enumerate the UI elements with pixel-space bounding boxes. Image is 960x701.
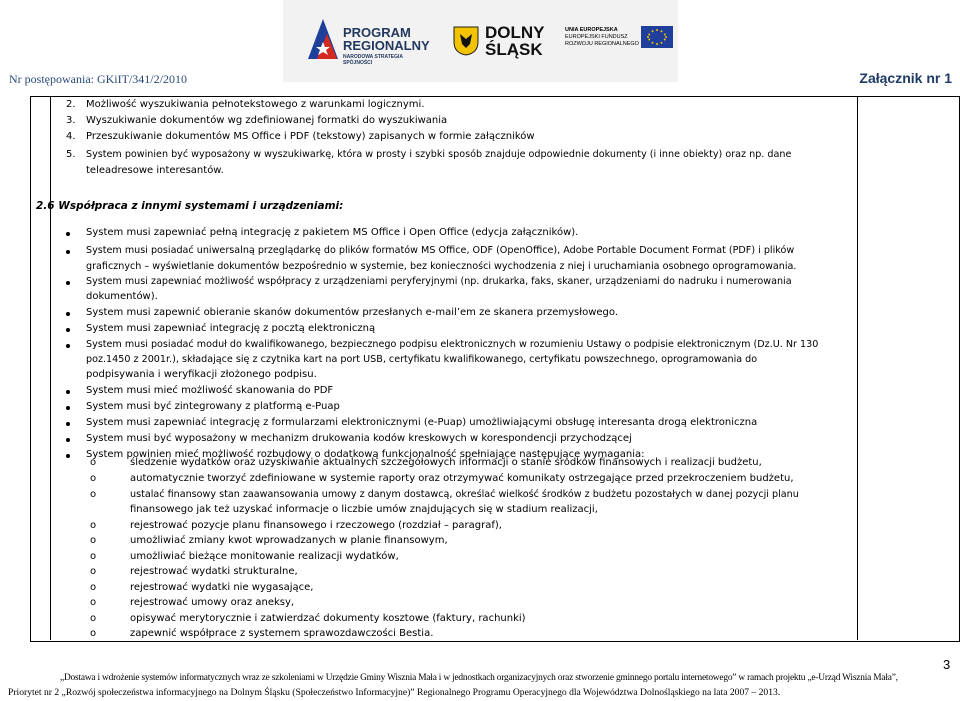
sub-item-marker: o [90,457,97,468]
sub-item-marker: o [90,520,97,531]
bullet-item: System musi być zintegrowany z platformą e-Puap [86,401,340,412]
ue-label-1: UNIA EUROPEJSKA [565,27,618,33]
bullet-item: System musi być wyposażony w mechanizm drukowania kodów kreskowych w korespondencji przychodzącej [86,433,632,444]
program-label: PROGRAM [343,25,411,40]
sub-item-marker: o [90,597,97,608]
eu-flag-icon [641,26,673,48]
sub-item: rejestrować pozycje planu finansowego i rzeczowego (rozdział – paragraf), [130,520,502,531]
list-number: 2. [66,99,76,110]
strategia-label: NARODOWA STRATEGIA SPÓJNOŚCI [343,54,403,66]
bullet-item: System musi zapewniać integrację z formularzami elektronicznymi (e-Puap) umożliwiającymi obsługę interesanta drogą elektroniczna [86,417,758,428]
sub-item-marker: o [90,566,97,577]
star-flag-icon [303,14,343,64]
page-number: 3 [943,657,951,672]
dolny-label: DOLNY [485,23,545,42]
bullet-item-continuation: podpisywania i weryfikacji złożonego podpisu. [86,369,317,380]
eagle-shield-icon [453,26,479,56]
bullet-item: System powinien mieć możliwość rozbudowy o dodatkową funkcjonalność spełniające następujące wymagania: [86,449,645,460]
bullet-icon [66,281,70,285]
sub-item-marker: o [90,535,97,546]
section-heading: 2.6 Współpraca z innymi systemami i urządzeniami: [36,200,344,212]
sub-item: rejestrować umowy oraz aneksy, [130,597,295,608]
left-column-divider [50,96,51,640]
sub-item: zapewnić współprace z systemem sprawozdawczości Bestia. [130,628,434,639]
bullet-item: System musi posiadać uniwersalną przeglądarkę do plików formatów MS Office, ODF (OpenOffice), Adobe Portable Document Format (PDF) i plików [86,245,795,256]
ue-label-2: EUROPEJSKI FUNDUSZ [565,34,628,40]
bullet-icon [66,406,70,410]
sub-item-marker: o [90,489,97,500]
list-item: System powinien być wyposażony w wyszukiwarkę, która w prosty i szybki sposób znajduje odpowiednie dokumenty (i inne obiekty) oraz np. dane [86,149,792,160]
bullet-icon [66,344,70,348]
list-number: 4. [66,131,76,142]
sub-item-marker-last: o [90,628,97,639]
sub-item: rejestrować wydatki nie wygasające, [130,582,314,593]
bullet-item: System musi posiadać moduł do kwalifikowanego, bezpiecznego podpisu elektronicznych w rozumieniu Ustawy o podpisie elektronicznym (Dz.U. Nr 130 [86,339,819,350]
footer-line-1: „Dostawa i wdrożenie systemów informatycznych wraz ze szkoleniami w Urzędzie Gminy Wisznia Mała i w jednostkach organizacyjnych oraz stworzenie gminnego portalu internetowego” w ramach projektu „e-Urząd Wisznia Mała”, [60,673,898,683]
sub-item: automatycznie tworzyć zdefiniowane w systemie raporty oraz otrzymywać komunikaty ostrzegające przed przekroczeniem budżetu, [130,473,794,484]
sub-item-marker: o [90,582,97,593]
eu-logo [565,26,673,54]
bullet-icon [66,328,70,332]
sub-item: ustalać finansowy stan zaawansowania umowy z danym dostawcą, określać wielkość środków z budżetu pozostałych w danej pozycji planu [130,489,799,500]
list-item: Możliwość wyszukiwania pełnotekstowego z warunkami logicznymi. [86,99,425,110]
regionalny-label: REGIONALNY [343,38,430,53]
attachment-label: Załącznik nr 1 [859,70,952,86]
sub-item: śledzenie wydatków oraz uzyskiwanie aktualnych szczegółowych informacji o stanie środków finansowych i realizacji budżetu, [130,457,762,468]
bullet-icon [66,312,70,316]
sub-item-marker: o [90,613,97,624]
bullet-item: System musi mieć możliwość skanowania do PDF [86,385,334,396]
sub-item: rejestrować wydatki strukturalne, [130,566,298,577]
ue-label-3: ROZWOJU REGIONALNEGO [565,41,639,47]
dolny-slask-logo [453,22,549,62]
bullet-icon [66,250,70,254]
sub-item-continuation: finansowego jak też uzyskać informacje o liczbie umów znajdujących się w stadium realizacji, [130,504,598,515]
list-number: 3. [66,115,76,126]
bullet-item: System musi zapewniać integrację z pocztą elektroniczną [86,323,376,334]
bullet-item: System musi zapewniać możliwość współpracy z urządzeniami peryferyjnymi (np. drukarka, faks, skaner, urządzeniami do nadruku i numerowania [86,276,792,287]
bullet-icon [66,422,70,426]
bullet-item-continuation: graficznych – wyświetlanie dokumentów bezpośrednio w systemie, bez konieczności wychodzenia z niej i uruchamiania osobnego oprogramowania. [86,261,797,272]
reference-number: Nr postępowania: GKiIT/341/2/2010 [9,72,187,86]
bullet-item-continuation: poz.1450 z 2001r.), składające się z czytnika kart na port USB, certyfikatu kwalifikowanego, certyfikatu powszechnego, oprogramowania do [86,354,758,365]
footer-line-2: Priorytet nr 2 „Rozwój społeczeństwa informacyjnego na Dolnym Śląsku (Społeczeństwo Informacyjne)” Regionalnego Programu Operacyjnego dla Województwa Dolnośląskiego na lata 2007 – 2013. [8,687,781,698]
sub-item: opisywać merytorycznie i zatwierdzać dokumenty kosztowe (faktury, rachunki) [130,613,526,624]
bullet-icon [66,454,70,458]
sub-item-marker: o [90,473,97,484]
sub-item: umożliwiać zmiany kwot wprowadzanych w planie finansowym, [130,535,448,546]
bullet-item: System musi zapewnić obieranie skanów dokumentów przesłanych e-mail’em ze skanera przemysłowego. [86,307,619,318]
program-regionalny-logo [303,14,433,64]
right-column-divider [857,96,858,640]
bullet-icon [66,232,70,236]
bullet-item-continuation: dokumentów). [86,291,158,302]
list-item: Przeszukiwanie dokumentów MS Office i PDF (tekstowy) zapisanych w formie załączników [86,131,535,142]
list-number: 5. [66,149,76,160]
bullet-item: System musi zapewniać pełną integrację z pakietem MS Office i Open Office (edycja załączników). [86,227,579,238]
sub-item-marker: o [90,551,97,562]
sub-item: umożliwiać bieżące monitowanie realizacji wydatków, [130,551,399,562]
bullet-icon [66,390,70,394]
slask-label: ŚLĄSK [485,40,543,59]
bullet-icon [66,438,70,442]
list-item: Wyszukiwanie dokumentów wg zdefiniowanej formatki do wyszukiwania [86,115,448,126]
list-item-continuation: teleadresowe interesantów. [86,165,224,176]
